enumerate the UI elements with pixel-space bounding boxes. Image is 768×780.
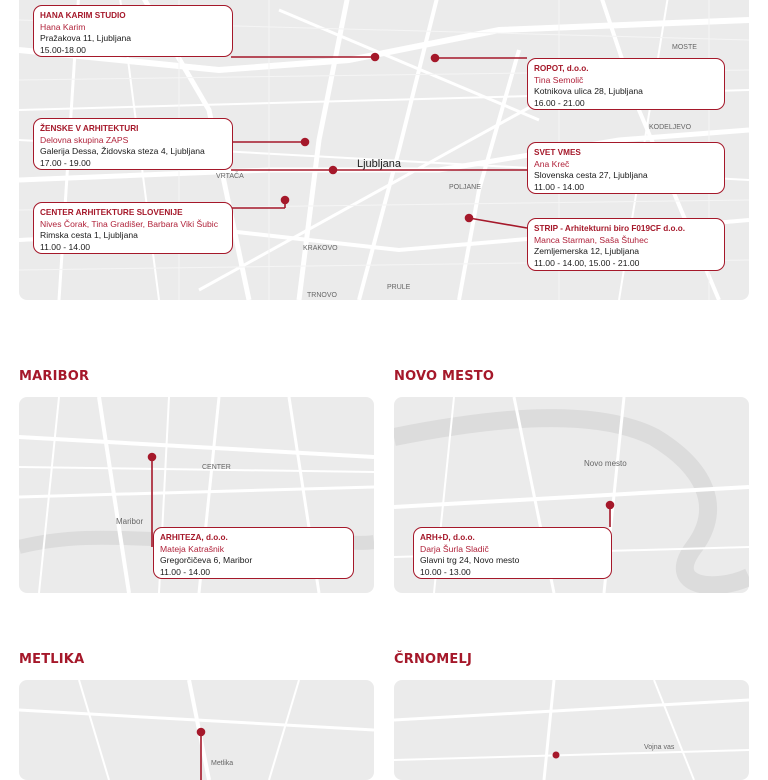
venue-address: Galerija Dessa, Židovska steza 4, Ljubljana	[40, 146, 205, 157]
venue-address: Rimska cesta 1, Ljubljana	[40, 230, 138, 241]
venue-card-svet-vmes[interactable]	[527, 142, 725, 194]
maribor-map-label: Maribor	[116, 517, 144, 526]
venue-address: Kotnikova ulica 28, Ljubljana	[534, 86, 643, 97]
venue-hours: 11.00 - 14.00	[40, 241, 91, 252]
venue-title: ARH+D, d.o.o.	[420, 533, 475, 542]
venue-title: SVET VMES	[534, 148, 581, 157]
section-heading-metlika: METLIKA	[19, 652, 85, 667]
venue-address: Glavni trg 24, Novo mesto	[420, 555, 520, 566]
venue-title: CENTER ARHITEKTURE SLOVENIJE	[40, 208, 183, 217]
venue-hours: 11.00 - 14.00	[534, 181, 585, 192]
venue-address: Pražakova 11, Ljubljana	[40, 33, 132, 44]
venue-card-center-arhitekture[interactable]	[33, 202, 233, 254]
section-heading-maribor: MARIBOR	[19, 369, 90, 384]
venue-hours: 15.00-18.00	[40, 44, 86, 55]
venue-person: Mateja Katrašnik	[160, 543, 225, 554]
district-label: KODELJEVO	[649, 124, 692, 131]
district-label: TRNOVO	[307, 292, 337, 299]
venue-title: STRIP - Arhitekturni biro F019CF d.o.o.	[534, 224, 686, 233]
venue-card-zenske-v-arhitekturi[interactable]	[33, 118, 233, 170]
venue-title: ŽENSKE V ARHITEKTURI	[40, 124, 139, 133]
venue-address: Zemljemerska 12, Ljubljana	[534, 246, 640, 257]
venue-person: Nives Čorak, Tina Gradišer, Barbara Viki Šubic	[40, 218, 218, 229]
district-label: KRAKOVO	[303, 245, 338, 252]
venue-card-hana-karim[interactable]	[33, 5, 233, 57]
venue-title: ARHITEZA, d.o.o.	[160, 533, 228, 542]
novo-mesto-map-label: Novo mesto	[584, 459, 627, 468]
district-label: PRULE	[387, 284, 411, 291]
section-heading-crnomelj: ČRNOMELJ	[394, 652, 473, 667]
venue-hours: 11.00 - 14.00	[160, 566, 211, 577]
venue-hours: 11.00 - 14.00, 15.00 - 21.00	[534, 257, 640, 268]
maribor-map-label: CENTER	[202, 464, 231, 471]
venue-card-arhiteza[interactable]	[153, 527, 354, 579]
district-label: POLJANE	[449, 184, 481, 191]
district-label: MOSTE	[672, 44, 697, 51]
venue-person: Manca Starman, Saša Štuhec	[534, 234, 649, 245]
venue-card-ropot[interactable]	[527, 58, 725, 110]
district-label: VRTAČA	[216, 173, 244, 180]
crnomelj-map-label: Vojna vas	[644, 744, 675, 751]
venue-person: Darja Šurla Sladič	[420, 543, 489, 554]
venue-person: Tina Semolič	[534, 74, 584, 85]
venue-card-arh-d[interactable]	[413, 527, 612, 579]
crnomelj-map[interactable]	[394, 680, 749, 780]
venue-hours: 16.00 - 21.00	[534, 97, 585, 108]
venue-address: Gregorčičeva 6, Maribor	[160, 555, 253, 566]
venue-card-strip[interactable]	[527, 218, 725, 271]
venue-person: Hana Karim	[40, 21, 86, 32]
venue-title: HANA KARIM STUDIO	[40, 11, 126, 20]
metlika-map-label: Metlika	[211, 760, 234, 767]
venue-hours: 17.00 - 19.00	[40, 157, 91, 168]
venue-address: Slovenska cesta 27, Ljubljana	[534, 170, 648, 181]
crnomelj-map-streets	[394, 680, 749, 780]
metlika-map[interactable]	[19, 680, 374, 780]
section-heading-novo-mesto: NOVO MESTO	[394, 369, 495, 384]
metlika-map-streets	[19, 680, 374, 780]
venue-hours: 10.00 - 13.00	[420, 566, 471, 577]
venue-person: Ana Kreč	[534, 158, 570, 169]
ljubljana-city-label: Ljubljana	[357, 158, 402, 170]
venue-person: Delovna skupina ZAPS	[40, 134, 129, 145]
venue-title: ROPOT, d.o.o.	[534, 64, 589, 73]
